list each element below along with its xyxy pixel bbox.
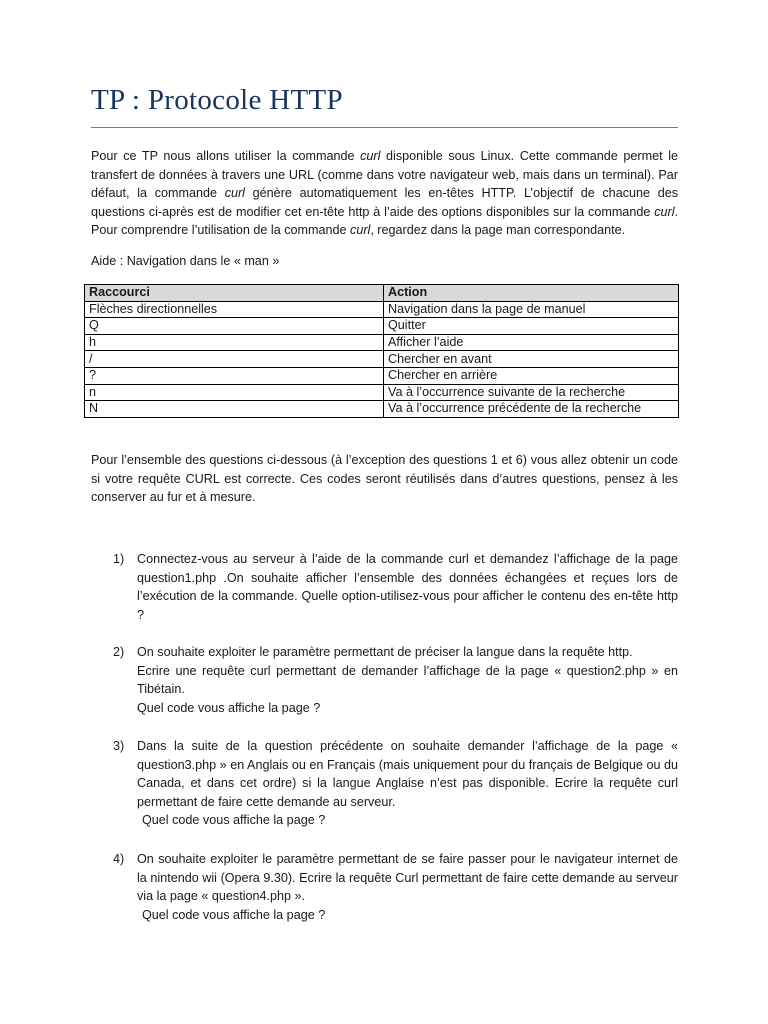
question-line: Quel code vous affiche la page ? xyxy=(142,813,326,828)
curl-term: curl xyxy=(360,149,381,163)
column-header: Raccourci xyxy=(85,285,384,302)
shortcut-cell: N xyxy=(85,401,384,418)
intro-text-5: , regardez dans la page man correspondante. xyxy=(370,223,626,238)
action-cell: Chercher en avant xyxy=(384,351,679,368)
table-row xyxy=(85,384,679,401)
action-cell: Va à l’occurrence suivante de la recherche xyxy=(384,384,679,401)
curl-term: curl xyxy=(224,186,245,201)
question-line: On souhaite exploiter le paramètre permettant de préciser la langue dans la requête http. xyxy=(137,645,633,659)
shortcut-cell: / xyxy=(85,351,384,368)
curl-term: curl xyxy=(350,223,371,238)
action-cell: Navigation dans la page de manuel xyxy=(384,301,679,318)
action-cell: Quitter xyxy=(384,318,679,335)
action-cell: Afficher l’aide xyxy=(384,334,679,351)
question-line: Connectez-vous au serveur à l’aide de la commande curl et demandez l’affichage de la page question1.php .On souhaite afficher l’ensemble des données échangées et reçues lors de l’exécution de la commande. Quelle option-utilisez-vous pour afficher le contenu des en-tête http ? xyxy=(137,552,678,622)
aide-label: Aide : Navigation dans le « man » xyxy=(91,254,280,268)
shortcut-cell: ? xyxy=(85,367,384,384)
question-number: 3) xyxy=(113,739,125,753)
question-line: Dans la suite de la question précédente on souhaite demander l’affichage de la page « question3.php » en Anglais ou en Français (mais uniquement pour du français de Belgique ou du Canada, et dans cet ordre) si la langue Anglaise n’est pas disponible. Ecrire la requête curl permettant de faire cette demande au serveur. xyxy=(137,739,678,809)
results-paragraph: Pour l’ensemble des questions ci-dessous (à l’exception des questions 1 et 6) vous allez obtenir un code si votre requête CURL est correcte. Ces codes seront réutilisés dans d’autres questions, pensez à les conserver au fur et à mesure. xyxy=(91,453,678,505)
intro-text-3: génère automatiquement les en-têtes HTTP. L’objectif de chacune des questions ci-après est de modifier cet en-tête http à l’aide des options disponibles sur la commande xyxy=(91,186,678,219)
question-body xyxy=(137,550,678,624)
shortcut-cell: h xyxy=(85,334,384,351)
action-cell: Chercher en arrière xyxy=(384,367,679,384)
table-row xyxy=(85,351,679,368)
table-row xyxy=(85,334,679,351)
question-number: 4) xyxy=(113,852,125,866)
intro-paragraph xyxy=(91,147,678,240)
page-title: TP : Protocole HTTP xyxy=(91,84,343,116)
question-number: 2) xyxy=(113,645,125,659)
question-number: 1) xyxy=(113,552,125,566)
title-underline xyxy=(91,127,678,128)
intro-text-1: Pour ce TP nous allons utiliser la commande xyxy=(91,149,361,163)
column-header: Action xyxy=(384,285,679,302)
shortcuts-table xyxy=(84,284,679,418)
question-line: Quel code vous affiche la page ? xyxy=(142,907,326,922)
question-item xyxy=(91,643,678,717)
table-row xyxy=(85,318,679,335)
question-line: On souhaite exploiter le paramètre permettant de se faire passer pour le navigateur internet de la nintendo wii (Opera 9.30). Ecrire la requête Curl permettant de faire cette demande au serveur via la page « question4.php ». xyxy=(137,852,678,904)
question-body xyxy=(137,643,678,717)
intro-text-4: . Pour comprendre l’utilisation de la commande xyxy=(91,204,678,238)
table-row xyxy=(85,367,679,384)
question-line: Ecrire une requête curl permettant de demander l’affichage de la page « question2.php » en Tibétain. xyxy=(137,663,678,697)
question-item xyxy=(91,850,678,924)
question-line: Quel code vous affiche la page ? xyxy=(137,700,321,715)
question-item xyxy=(91,550,678,624)
shortcut-cell: Q xyxy=(85,318,384,335)
table-header-row xyxy=(85,285,679,302)
table-row xyxy=(85,301,679,318)
shortcut-cell: n xyxy=(85,384,384,401)
intro-text-2: disponible sous Linux. Cette commande permet le transfert de données à travers une URL (comme dans votre navigateur web, mais dans un terminal). Par défaut, la commande xyxy=(91,149,678,201)
table-row xyxy=(85,401,679,418)
question-item xyxy=(91,737,678,830)
curl-term: curl xyxy=(654,204,675,219)
action-cell: Va à l’occurrence précédente de la recherche xyxy=(384,401,679,418)
question-body xyxy=(137,850,678,924)
shortcut-cell: Flèches directionnelles xyxy=(85,301,384,318)
question-body xyxy=(137,737,678,830)
